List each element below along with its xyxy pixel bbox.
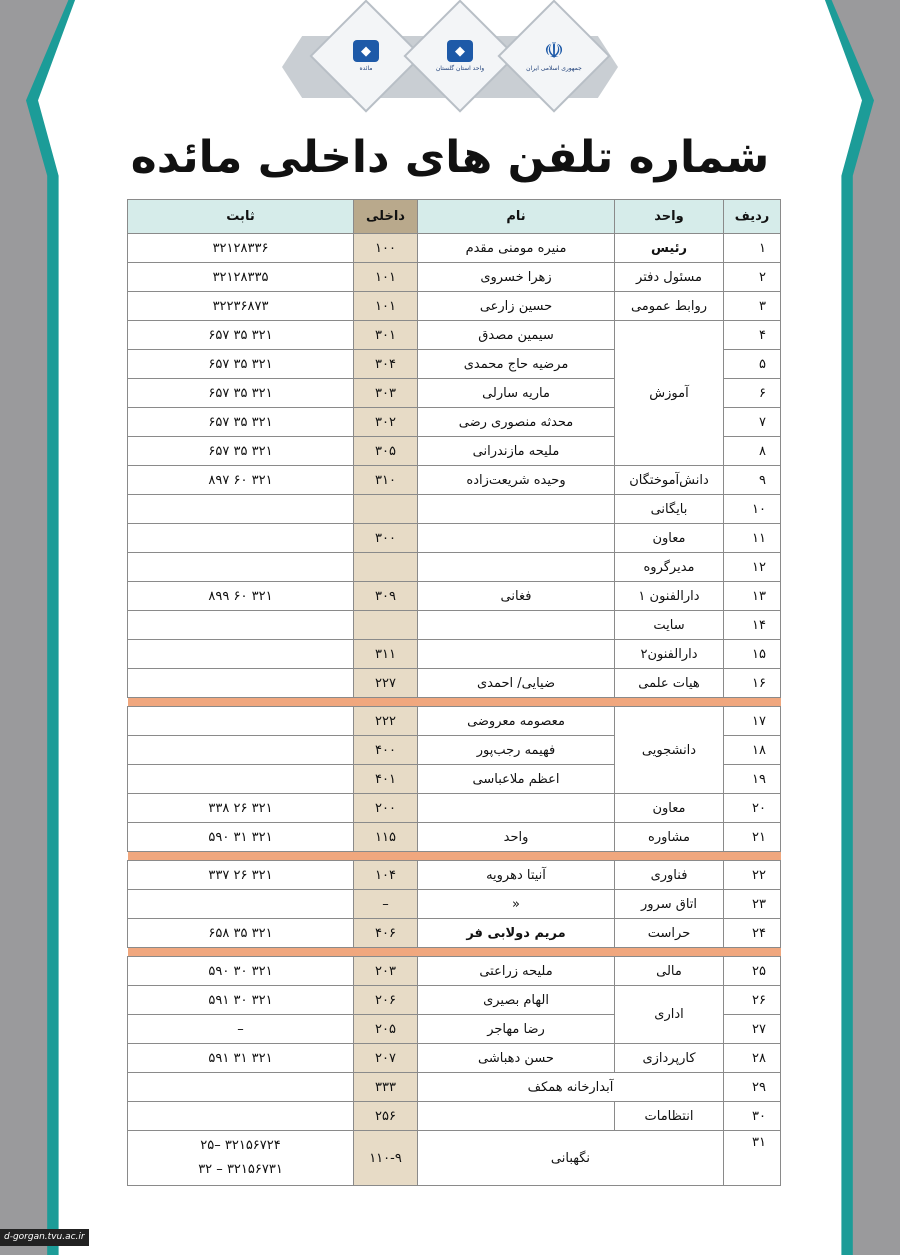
extension-cell: ۴۰۰ (354, 736, 418, 765)
table-row (128, 919, 781, 948)
extension-cell: ۳۱۰ (354, 466, 418, 495)
name-cell: مرضیه حاج محمدی (418, 350, 615, 379)
website-footer: d-gorgan.tvu.ac.ir (0, 1229, 89, 1246)
table-row (128, 611, 781, 640)
name-cell: منیره مومنی مقدم (418, 234, 615, 263)
extension-cell: ۲۰۷ (354, 1044, 418, 1073)
name-cell (418, 553, 615, 582)
extension-cell: ۳۰۲ (354, 408, 418, 437)
table-row (128, 292, 781, 321)
extension-cell: ۱۱۵ (354, 823, 418, 852)
phone-cell: ۳۲۱ ۲۶ ۳۳۷ (128, 861, 354, 890)
unit-cell: نگهبانی (418, 1131, 724, 1186)
unit-cell: فناوری (615, 861, 724, 890)
logo-caption: مائده (359, 65, 373, 72)
header-phone: ثابت (128, 200, 354, 234)
unit-cell: رئیس (615, 234, 724, 263)
table-row (128, 582, 781, 611)
table-row (128, 495, 781, 524)
phone-cell (128, 736, 354, 765)
row-number: ۲۴ (724, 919, 781, 948)
unit-cell: معاون (615, 524, 724, 553)
name-cell: اعظم ملاعباسی (418, 765, 615, 794)
name-cell: ملیحه مازندرانی (418, 437, 615, 466)
unit-cell: هیات علمی (615, 669, 724, 698)
table-row (128, 1044, 781, 1073)
phone-line: ۳۲۱۵۶۷۲۴ –۲۵ (200, 1138, 281, 1153)
table-row (128, 1131, 781, 1186)
unit-cell: آموزش (615, 321, 724, 466)
phone-line: ۳۲۱۵۶۷۳۱ – ۳۲ (198, 1162, 283, 1177)
phone-cell: ۳۲۱ ۳۵ ۶۵۷ (128, 379, 354, 408)
table-row (128, 1073, 781, 1102)
unit-cell: مشاوره (615, 823, 724, 852)
name-cell: محدثه منصوری رضی (418, 408, 615, 437)
name-cell (418, 611, 615, 640)
unit-cell: مالی (615, 957, 724, 986)
table-row (128, 861, 781, 890)
name-cell: معصومه معروضی (418, 707, 615, 736)
header-unit: واحد (615, 200, 724, 234)
row-number: ۷ (724, 408, 781, 437)
row-number: ۲۵ (724, 957, 781, 986)
extension-cell: ۳۰۰ (354, 524, 418, 553)
row-number: ۱۷ (724, 707, 781, 736)
name-cell: رضا مهاجر (418, 1015, 615, 1044)
phone-cell: ۳۲۱ ۳۵ ۶۵۷ (128, 350, 354, 379)
extension-cell (354, 611, 418, 640)
unit-cell: معاون (615, 794, 724, 823)
unit-cell: دارالفنون۲ (615, 640, 724, 669)
extension-cell: ۱۱۰-۹ (354, 1131, 418, 1186)
extension-cell: ۱۰۱ (354, 292, 418, 321)
row-number: ۳۰ (724, 1102, 781, 1131)
extension-cell: ۱۰۱ (354, 263, 418, 292)
name-cell: حسن دهباشی (418, 1044, 615, 1073)
phone-cell: ۳۲۱ ۶۰ ۸۹۹ (128, 582, 354, 611)
phone-cell (128, 495, 354, 524)
extension-cell (354, 553, 418, 582)
extension-cell: ۱۰۰ (354, 234, 418, 263)
extension-cell: ۳۰۱ (354, 321, 418, 350)
extension-cell: ۳۰۴ (354, 350, 418, 379)
unit-cell: اداری (615, 986, 724, 1044)
unit-cell: مدیرگروه (615, 553, 724, 582)
phone-cell: ۳۲۱ ۳۰ ۵۹۱ (128, 986, 354, 1015)
table-row (128, 957, 781, 986)
name-cell (418, 1102, 615, 1131)
phone-cell: ۳۲۱ ۳۱ ۵۹۰ (128, 823, 354, 852)
unit-cell: کارپردازی (615, 1044, 724, 1073)
name-cell: آنیتا دهرویه (418, 861, 615, 890)
row-number: ۲ (724, 263, 781, 292)
phone-cell (128, 707, 354, 736)
header-name: نام (418, 200, 615, 234)
unit-cell: روابط عمومی (615, 292, 724, 321)
row-number: ۴ (724, 321, 781, 350)
phone-cell (128, 524, 354, 553)
row-number: ۱۹ (724, 765, 781, 794)
row-number: ۳۱ (724, 1131, 781, 1186)
name-cell: وحیده شریعت‌زاده (418, 466, 615, 495)
phone-cell (128, 765, 354, 794)
phone-cell: ۳۲۱۲۸۳۳۵ (128, 263, 354, 292)
phone-cell: ۳۲۱ ۳۵ ۶۵۷ (128, 408, 354, 437)
row-number: ۲۰ (724, 794, 781, 823)
extension-cell: ۳۰۹ (354, 582, 418, 611)
unit-cell: بایگانی (615, 495, 724, 524)
university-logo-icon: ◆ (353, 40, 379, 62)
unit-cell: دانشجویی (615, 707, 724, 794)
table-row (128, 524, 781, 553)
unit-cell: حراست (615, 919, 724, 948)
extension-cell: ۲۰۶ (354, 986, 418, 1015)
name-cell: حسین زارعی (418, 292, 615, 321)
row-number: ۱۸ (724, 736, 781, 765)
table-row (128, 986, 781, 1015)
row-number: ۱۴ (724, 611, 781, 640)
row-number: ۲۷ (724, 1015, 781, 1044)
header-extension: داخلی (354, 200, 418, 234)
table-row (128, 234, 781, 263)
table-row (128, 263, 781, 292)
extension-cell: ۲۲۷ (354, 669, 418, 698)
phone-cell: ۳۲۲۳۶۸۷۳ (128, 292, 354, 321)
phone-cell: ۳۲۱۲۸۳۳۶ (128, 234, 354, 263)
name-cell: الهام بصیری (418, 986, 615, 1015)
page-title: شماره تلفن های داخلی مائده (130, 132, 770, 183)
phone-cell: – (128, 1015, 354, 1044)
phone-cell (128, 1073, 354, 1102)
extension-cell: ۳۰۵ (354, 437, 418, 466)
name-cell: ضیایی/ احمدی (418, 669, 615, 698)
name-cell: فهیمه رجب‌پور (418, 736, 615, 765)
extension-cell: – (354, 890, 418, 919)
table-row (128, 466, 781, 495)
unit-cell: اتاق سرور (615, 890, 724, 919)
phone-cell: ۳۲۱ ۳۰ ۵۹۰ (128, 957, 354, 986)
table-row (128, 1102, 781, 1131)
phone-directory-table (127, 199, 781, 1186)
row-number: ۹ (724, 466, 781, 495)
section-divider (128, 852, 781, 861)
phone-cell (128, 553, 354, 582)
logo-caption: واحد استان گلستان (435, 65, 485, 72)
row-number: ۱۲ (724, 553, 781, 582)
logo-caption: جمهوری اسلامی ایران (526, 65, 582, 72)
extension-cell: ۲۰۵ (354, 1015, 418, 1044)
extension-cell: ۳۱۱ (354, 640, 418, 669)
table-row (128, 321, 781, 350)
row-number: ۲۶ (724, 986, 781, 1015)
phone-cell (128, 1102, 354, 1131)
unit-cell: سایت (615, 611, 724, 640)
unit-cell: انتظامات (615, 1102, 724, 1131)
extension-cell: ۴۰۱ (354, 765, 418, 794)
phone-cell: ۳۲۱ ۳۵ ۶۵۷ (128, 321, 354, 350)
row-number: ۱۱ (724, 524, 781, 553)
name-cell (418, 640, 615, 669)
phone-cell (128, 640, 354, 669)
name-cell (418, 495, 615, 524)
table-row (128, 794, 781, 823)
row-number: ۱۵ (724, 640, 781, 669)
row-number: ۱ (724, 234, 781, 263)
name-cell: سیمین مصدق (418, 321, 615, 350)
name-cell: واحد (418, 823, 615, 852)
section-divider (128, 948, 781, 957)
table-row (128, 707, 781, 736)
table-row (128, 640, 781, 669)
name-cell (418, 794, 615, 823)
header-row-number: ردیف (724, 200, 781, 234)
extension-cell: ۲۰۰ (354, 794, 418, 823)
phone-cell: ۳۲۱ ۳۵ ۶۵۷ (128, 437, 354, 466)
row-number: ۲۳ (724, 890, 781, 919)
table-row (128, 553, 781, 582)
extension-cell: ۲۵۶ (354, 1102, 418, 1131)
name-cell: ملیحه زراعتی (418, 957, 615, 986)
section-divider (128, 698, 781, 707)
phone-cell (128, 669, 354, 698)
extension-cell: ۱۰۴ (354, 861, 418, 890)
table-row (128, 890, 781, 919)
unit-cell: دارالفنون ۱ (615, 582, 724, 611)
row-number: ۲۸ (724, 1044, 781, 1073)
row-number: ۱۳ (724, 582, 781, 611)
name-cell (418, 524, 615, 553)
unit-cell: دانش‌آموختگان (615, 466, 724, 495)
extension-cell: ۳۳۳ (354, 1073, 418, 1102)
extension-cell: ۴۰۶ (354, 919, 418, 948)
row-number: ۶ (724, 379, 781, 408)
phone-cell (128, 1131, 354, 1186)
university-logo-icon: ◆ (447, 40, 473, 62)
extension-cell: ۳۰۳ (354, 379, 418, 408)
row-number: ۳ (724, 292, 781, 321)
emblem-icon: ☫ (544, 38, 564, 64)
extension-cell: ۲۰۳ (354, 957, 418, 986)
row-number: ۵ (724, 350, 781, 379)
phone-cell (128, 890, 354, 919)
row-number: ۱۶ (724, 669, 781, 698)
extension-cell: ۲۲۲ (354, 707, 418, 736)
row-number: ۲۲ (724, 861, 781, 890)
phone-cell: ۳۲۱ ۲۶ ۳۳۸ (128, 794, 354, 823)
row-number: ۲۹ (724, 1073, 781, 1102)
phone-cell (128, 611, 354, 640)
phone-cell: ۳۲۱ ۳۱ ۵۹۱ (128, 1044, 354, 1073)
name-cell: مریم دولابی فر (418, 919, 615, 948)
name-cell: زهرا خسروی (418, 263, 615, 292)
row-number: ۲۱ (724, 823, 781, 852)
phone-cell: ۳۲۱ ۶۰ ۸۹۷ (128, 466, 354, 495)
table-header-row (128, 200, 781, 234)
table-row (128, 669, 781, 698)
name-cell: ماریه سارلی (418, 379, 615, 408)
unit-cell: مسئول دفتر (615, 263, 724, 292)
phone-cell: ۳۲۱ ۳۵ ۶۵۸ (128, 919, 354, 948)
row-number: ۸ (724, 437, 781, 466)
row-number: ۱۰ (724, 495, 781, 524)
name-cell: « (418, 890, 615, 919)
table-row (128, 823, 781, 852)
extension-cell (354, 495, 418, 524)
name-cell: فغانی (418, 582, 615, 611)
unit-cell: آبدارخانه همکف (418, 1073, 724, 1102)
